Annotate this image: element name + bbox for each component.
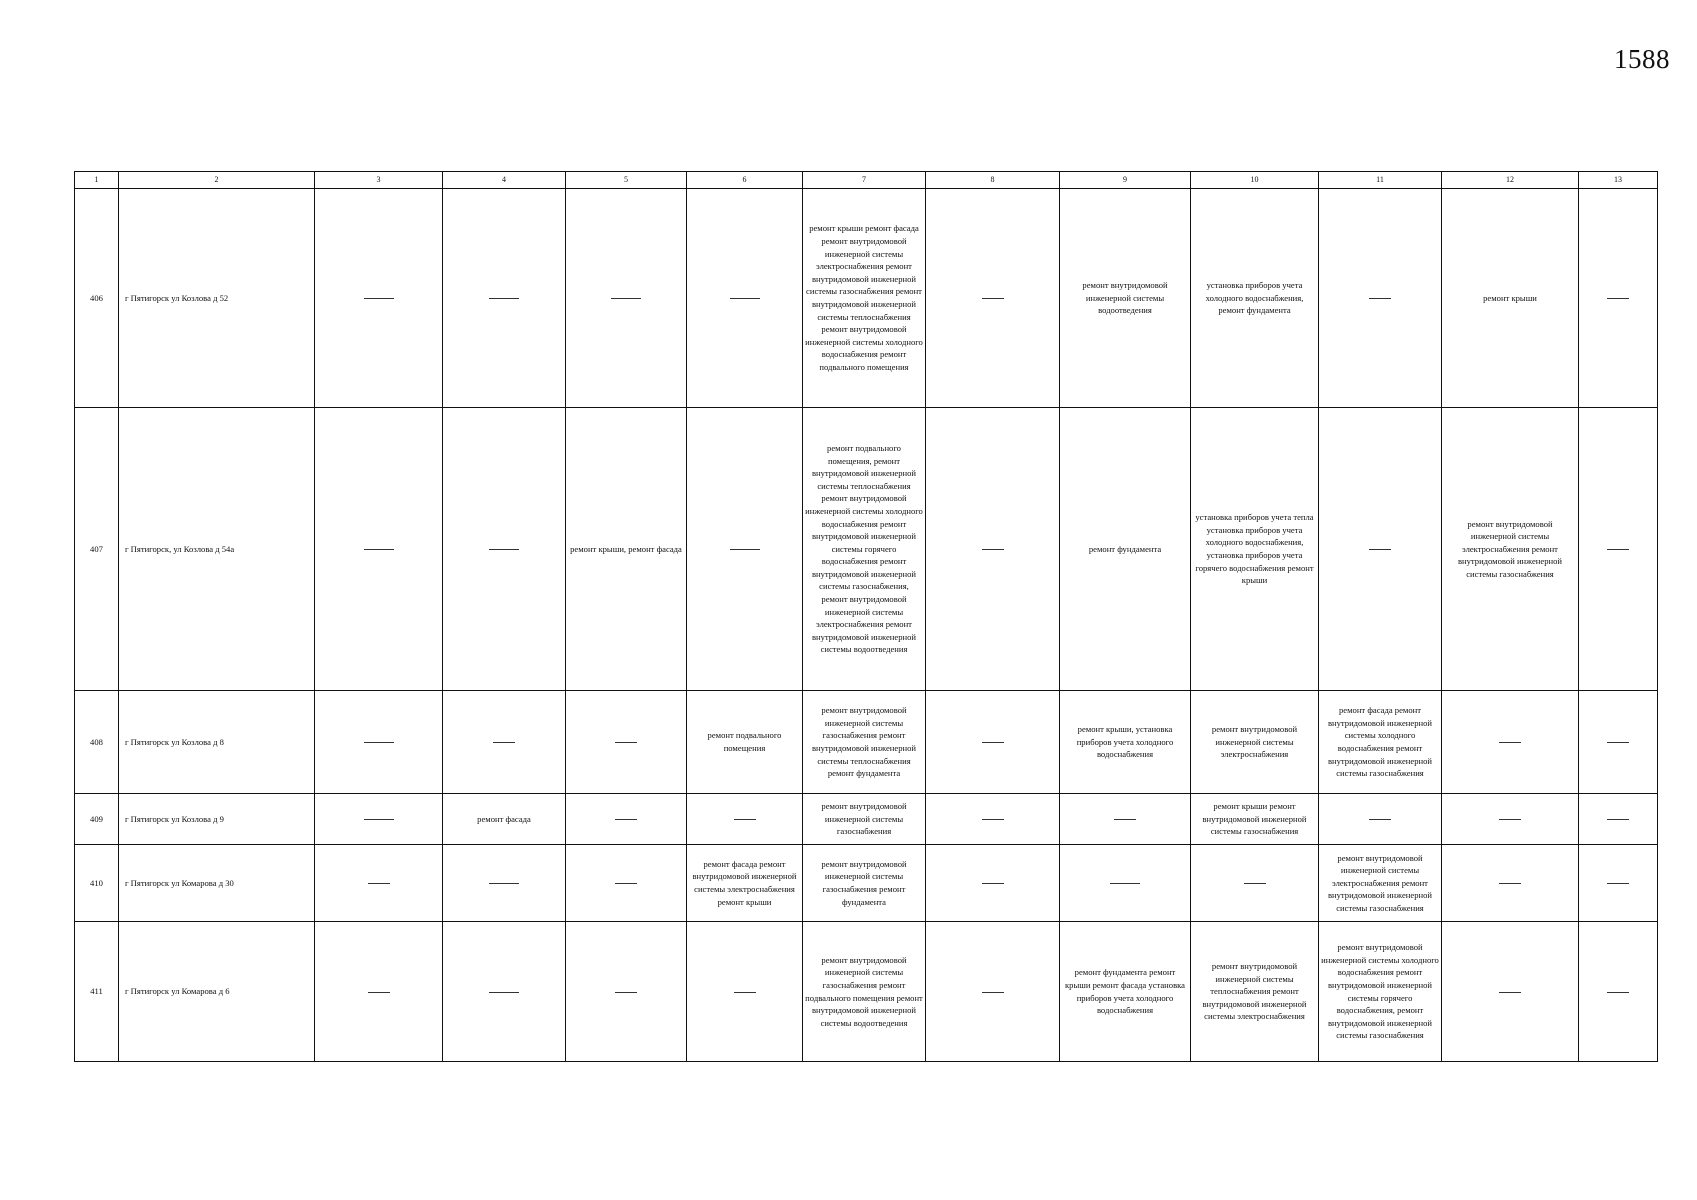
empty-cell <box>1579 189 1658 408</box>
empty-cell <box>687 189 803 408</box>
row-number: 410 <box>75 845 119 922</box>
dash-mark <box>982 883 1004 884</box>
empty-cell <box>926 845 1060 922</box>
work-cell: ремонт крыши ремонт фасада ремонт внутридомовой инженерной системы электроснабжения ремонт внутридомовой инженерной системы газоснабжения ремонт внутридомовой инженерной системы теплоснабжения ремонт внутридомовой инженерной системы холодного водоснабжения ремонт подвального помещения <box>803 189 926 408</box>
work-cell: ремонт внутридомовой инженерной системы водоотведения <box>1060 189 1191 408</box>
table-row <box>75 922 1658 1062</box>
column-header: 10 <box>1191 172 1319 189</box>
row-number: 408 <box>75 691 119 794</box>
dash-mark <box>368 883 390 884</box>
dash-mark <box>1369 819 1391 820</box>
work-cell: ремонт внутридомовой инженерной системы газоснабжения ремонт фундамента <box>803 845 926 922</box>
dash-mark <box>1607 742 1629 743</box>
empty-cell <box>443 408 566 691</box>
empty-cell <box>315 794 443 845</box>
empty-cell <box>443 189 566 408</box>
row-number: 407 <box>75 408 119 691</box>
dash-mark <box>611 298 641 299</box>
dash-mark <box>1499 992 1521 993</box>
work-cell: ремонт крыши ремонт внутридомовой инженерной системы газоснабжения <box>1191 794 1319 845</box>
table-row <box>75 691 1658 794</box>
dash-mark <box>615 992 637 993</box>
table-row <box>75 794 1658 845</box>
header-row <box>75 172 1658 189</box>
row-number: 411 <box>75 922 119 1062</box>
dash-mark <box>734 819 756 820</box>
dash-mark <box>730 549 760 550</box>
work-cell: установка приборов учета холодного водоснабжения, ремонт фундамента <box>1191 189 1319 408</box>
column-header: 7 <box>803 172 926 189</box>
work-cell: ремонт подвального помещения <box>687 691 803 794</box>
empty-cell <box>1579 691 1658 794</box>
dash-mark <box>615 883 637 884</box>
work-cell: ремонт внутридомовой инженерной системы электроснабжения ремонт внутридомовой инженерной системы газоснабжения <box>1442 408 1579 691</box>
work-cell: ремонт фасада ремонт внутридомовой инженерной системы электроснабжения ремонт крыши <box>687 845 803 922</box>
work-cell: ремонт крыши, установка приборов учета холодного водоснабжения <box>1060 691 1191 794</box>
work-cell: ремонт внутридомовой инженерной системы газоснабжения <box>803 794 926 845</box>
column-header: 8 <box>926 172 1060 189</box>
empty-cell <box>1442 794 1579 845</box>
empty-cell <box>315 922 443 1062</box>
work-cell: ремонт внутридомовой инженерной системы газоснабжения ремонт подвального помещения ремонт внутридомовой инженерной системы водоотведения <box>803 922 926 1062</box>
column-header: 3 <box>315 172 443 189</box>
dash-mark <box>489 992 519 993</box>
dash-mark <box>1244 883 1266 884</box>
empty-cell <box>926 189 1060 408</box>
empty-cell <box>315 189 443 408</box>
column-header: 12 <box>1442 172 1579 189</box>
row-address: г Пятигорск ул Козлова д 8 <box>119 691 315 794</box>
empty-cell <box>566 922 687 1062</box>
dash-mark <box>364 819 394 820</box>
dash-mark <box>1607 819 1629 820</box>
column-header: 5 <box>566 172 687 189</box>
work-cell: установка приборов учета тепла установка приборов учета холодного водоснабжения, установка приборов учета горячего водоснабжения ремонт крыши <box>1191 408 1319 691</box>
work-cell: ремонт фасада <box>443 794 566 845</box>
column-header: 11 <box>1319 172 1442 189</box>
dash-mark <box>1607 298 1629 299</box>
dash-mark <box>982 742 1004 743</box>
dash-mark <box>489 298 519 299</box>
work-cell: ремонт подвального помещения, ремонт внутридомовой инженерной системы теплоснабжения ремонт внутридомовой инженерной системы холодного водоснабжения ремонт внутридомовой инженерной системы горячего водоснабжения ремонт внутридомовой инженерной системы газоснабжения, ремонт внутридомовой инженерной системы электроснабжения ремонт внутридомовой инженерной системы водоотведения <box>803 408 926 691</box>
work-cell: ремонт фасада ремонт внутридомовой инженерной системы холодного водоснабжения ремонт внутридомовой инженерной системы газоснабжения <box>1319 691 1442 794</box>
column-header: 1 <box>75 172 119 189</box>
dash-mark <box>1607 549 1629 550</box>
table-row <box>75 408 1658 691</box>
column-header: 9 <box>1060 172 1191 189</box>
column-header: 13 <box>1579 172 1658 189</box>
empty-cell <box>443 922 566 1062</box>
column-header: 2 <box>119 172 315 189</box>
dash-mark <box>493 742 515 743</box>
work-cell: ремонт внутридомовой инженерной системы электроснабжения <box>1191 691 1319 794</box>
empty-cell <box>315 845 443 922</box>
row-address: г Пятигорск, ул Козлова д 54а <box>119 408 315 691</box>
table-row <box>75 845 1658 922</box>
dash-mark <box>364 549 394 550</box>
empty-cell <box>315 408 443 691</box>
work-cell: ремонт внутридомовой инженерной системы электроснабжения ремонт внутридомовой инженерной системы газоснабжения <box>1319 845 1442 922</box>
empty-cell <box>443 845 566 922</box>
empty-cell <box>687 794 803 845</box>
dash-mark <box>982 549 1004 550</box>
empty-cell <box>1579 845 1658 922</box>
empty-cell <box>926 794 1060 845</box>
row-address: г Пятигорск ул Козлова д 9 <box>119 794 315 845</box>
dash-mark <box>1114 819 1136 820</box>
dash-mark <box>489 883 519 884</box>
empty-cell <box>687 408 803 691</box>
empty-cell <box>687 922 803 1062</box>
work-cell: ремонт крыши, ремонт фасада <box>566 408 687 691</box>
column-header: 4 <box>443 172 566 189</box>
empty-cell <box>566 794 687 845</box>
row-address: г Пятигорск ул Комарова д 30 <box>119 845 315 922</box>
dash-mark <box>364 298 394 299</box>
row-address: г Пятигорск ул Комарова д 6 <box>119 922 315 1062</box>
empty-cell <box>926 691 1060 794</box>
empty-cell <box>1319 189 1442 408</box>
dash-mark <box>982 992 1004 993</box>
empty-cell <box>1442 922 1579 1062</box>
page-number: 1588 <box>1614 44 1670 74</box>
dash-mark <box>1499 819 1521 820</box>
repair-schedule-table <box>74 171 1658 1062</box>
dash-mark <box>368 992 390 993</box>
empty-cell <box>1319 408 1442 691</box>
empty-cell <box>566 845 687 922</box>
dash-mark <box>1110 883 1140 884</box>
row-address: г Пятигорск ул Козлова д 52 <box>119 189 315 408</box>
dash-mark <box>1369 298 1391 299</box>
dash-mark <box>730 298 760 299</box>
dash-mark <box>1499 742 1521 743</box>
empty-cell <box>1060 845 1191 922</box>
empty-cell <box>1442 845 1579 922</box>
work-cell: ремонт внутридомовой инженерной системы теплоснабжения ремонт внутридомовой инженерной системы электроснабжения <box>1191 922 1319 1062</box>
row-number: 406 <box>75 189 119 408</box>
dash-mark <box>982 819 1004 820</box>
empty-cell <box>1579 794 1658 845</box>
empty-cell <box>1579 408 1658 691</box>
empty-cell <box>1191 845 1319 922</box>
dash-mark <box>1369 549 1391 550</box>
work-cell: ремонт фундамента ремонт крыши ремонт фасада установка приборов учета холодного водоснабжения <box>1060 922 1191 1062</box>
row-number: 409 <box>75 794 119 845</box>
work-cell: ремонт фундамента <box>1060 408 1191 691</box>
empty-cell <box>1319 794 1442 845</box>
empty-cell <box>1442 691 1579 794</box>
empty-cell <box>1060 794 1191 845</box>
empty-cell <box>1579 922 1658 1062</box>
empty-cell <box>926 408 1060 691</box>
dash-mark <box>1607 883 1629 884</box>
dash-mark <box>1499 883 1521 884</box>
work-cell: ремонт крыши <box>1442 189 1579 408</box>
empty-cell <box>926 922 1060 1062</box>
column-header: 6 <box>687 172 803 189</box>
dash-mark <box>615 819 637 820</box>
dash-mark <box>982 298 1004 299</box>
empty-cell <box>566 691 687 794</box>
work-cell: ремонт внутридомовой инженерной системы газоснабжения ремонт внутридомовой инженерной системы теплоснабжения ремонт фундамента <box>803 691 926 794</box>
empty-cell <box>315 691 443 794</box>
dash-mark <box>734 992 756 993</box>
dash-mark <box>489 549 519 550</box>
table-row <box>75 189 1658 408</box>
dash-mark <box>1607 992 1629 993</box>
dash-mark <box>615 742 637 743</box>
empty-cell <box>566 189 687 408</box>
empty-cell <box>443 691 566 794</box>
dash-mark <box>364 742 394 743</box>
work-cell: ремонт внутридомовой инженерной системы холодного водоснабжения ремонт внутридомовой инженерной системы горячего водоснабжения, ремонт внутридомовой инженерной системы газоснабжения <box>1319 922 1442 1062</box>
